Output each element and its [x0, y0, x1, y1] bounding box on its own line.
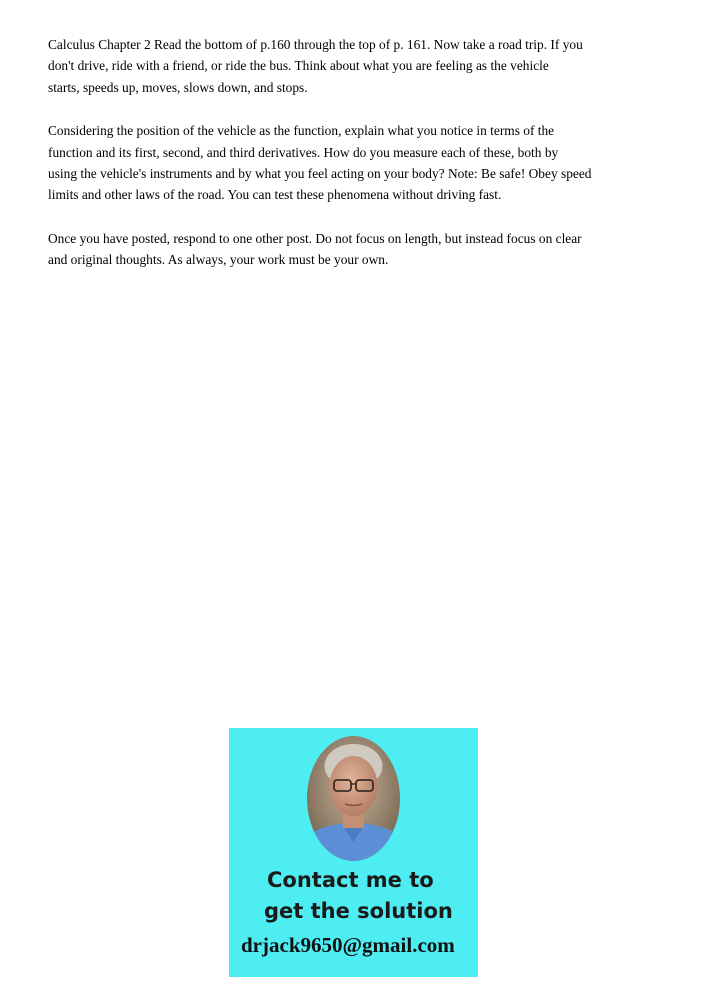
text-line: function and its first, second, and third derivatives. How do you measure each of these, both by: [48, 144, 559, 160]
contact-promo-banner: [229, 728, 478, 977]
text-line: starts, speeds up, moves, slows down, and stops.: [48, 79, 308, 95]
portrait-photo: [307, 736, 400, 861]
paragraph-instructions: [48, 228, 668, 271]
text-line: don't drive, ride with a friend, or ride the bus. Think about what you are feeling as the vehicle: [48, 58, 549, 74]
text-line: Considering the position of the vehicle as the function, explain what you notice in terms of the: [48, 123, 555, 139]
promo-contact-line-2: get the solution: [264, 899, 453, 923]
promo-email: drjack9650@gmail.com: [241, 933, 455, 957]
paragraph-assignment: [48, 34, 668, 98]
text-line: Calculus Chapter 2 Read the bottom of p.160 through the top of p. 161. Now take a road trip. If you: [48, 37, 583, 52]
text-line: limits and other laws of the road. You can test these phenomena without driving fast.: [48, 187, 502, 203]
text-line: and original thoughts. As always, your work must be your own.: [48, 252, 389, 268]
text-line: Once you have posted, respond to one other post. Do not focus on length, but instead focus on clear: [48, 230, 582, 246]
text-line: using the vehicle's instruments and by what you feel acting on your body? Note: Be safe! Obey speed: [48, 166, 592, 182]
document-body: [48, 34, 668, 293]
paragraph-derivatives: [48, 120, 668, 206]
promo-contact-line-1: Contact me to: [267, 868, 434, 892]
